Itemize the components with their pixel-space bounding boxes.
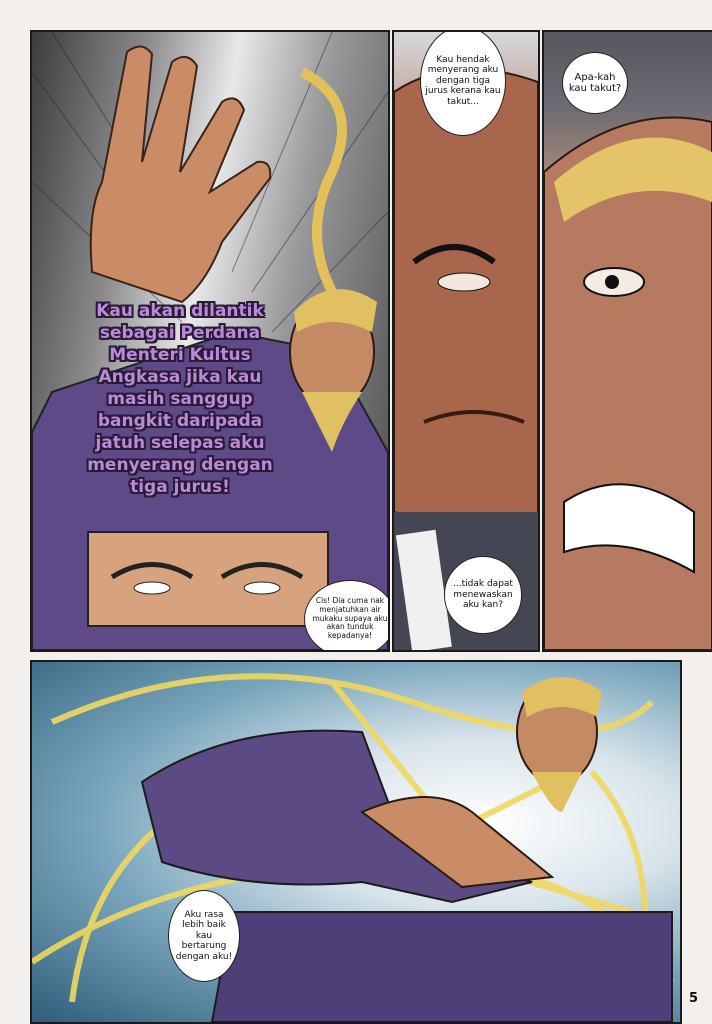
raised-hand xyxy=(91,46,270,302)
speech-balloon-tidak-dapat: ...tidak dapat menewaskan aku kan? xyxy=(444,556,522,634)
panel-1 xyxy=(30,30,390,652)
speech-balloon-kau-hendak: Kau hendak menyerang aku dengan tiga jurus kerana kau takut... xyxy=(420,30,506,136)
speech-balloon-aku-rasa: Aku rasa lebih baik kau bertarung dengan aku! xyxy=(168,890,240,982)
panel-4-artwork xyxy=(32,662,680,1022)
angry-face xyxy=(394,69,538,552)
panel-4 xyxy=(30,660,682,1024)
narration-caption: Kau akan dilantik sebagai Perdana Menteri Kultus Angkasa jika kau masih sanggup bangkit daripada jatuh selepas aku menyerang dengan tiga jurus! xyxy=(87,301,273,497)
speech-balloon-cis: Cis! Dia cuma nak menjatuhkan air mukaku supaya aku akan tunduk kepadanya! xyxy=(304,580,390,652)
hair-strand xyxy=(302,72,342,292)
panel-3-artwork xyxy=(544,32,712,650)
panel-2 xyxy=(392,30,540,652)
eyes-inset xyxy=(88,532,328,626)
panel-3 xyxy=(542,30,712,652)
page-number: 5 xyxy=(688,991,698,1006)
speech-balloon-apakah: Apa-kah kau takut? xyxy=(562,52,628,114)
suit-lower xyxy=(212,912,672,1022)
